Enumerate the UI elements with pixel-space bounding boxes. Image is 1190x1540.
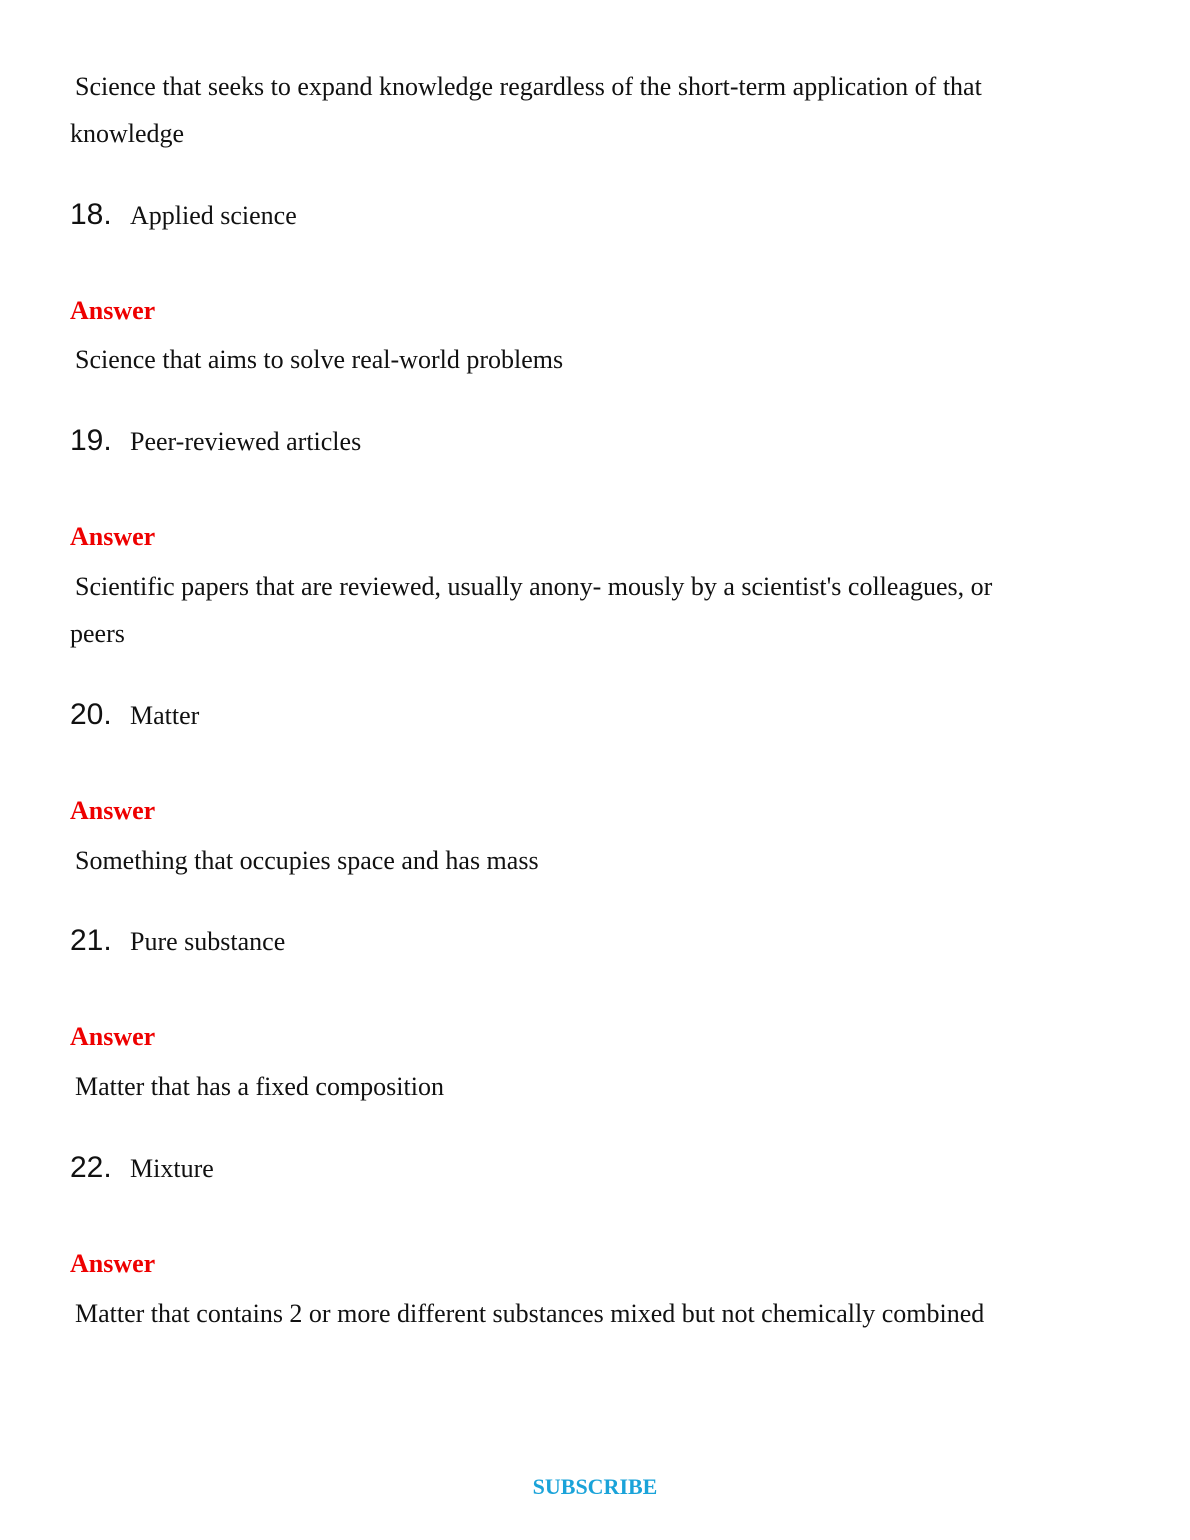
question-number: 21.	[70, 924, 112, 957]
intro-answer-text: Science that seeks to expand knowledge regardless of the short-term application of that knowledge	[70, 72, 982, 148]
answer-20-block	[70, 837, 1050, 884]
answer-label: Answer	[70, 796, 156, 825]
question-term: Pure substance	[130, 927, 286, 956]
answer-label: Answer	[70, 522, 156, 551]
answer-text: Something that occupies space and has mass	[75, 846, 539, 875]
answer-label: Answer	[70, 1022, 156, 1051]
question-number: 22.	[70, 1151, 112, 1184]
question-19	[70, 424, 361, 464]
question-term: Applied science	[130, 201, 297, 230]
answer-21-block	[70, 1063, 1050, 1110]
answer-18-block	[70, 336, 1050, 383]
answer-text: Science that aims to solve real-world problems	[75, 345, 564, 374]
answer-text: Matter that contains 2 or more different substances mixed but not chemically combined	[75, 1299, 985, 1328]
question-number: 20.	[70, 698, 112, 731]
question-term: Peer-reviewed articles	[130, 427, 362, 456]
question-number: 19.	[70, 424, 112, 457]
subscribe-link[interactable]: SUBSCRIBE	[532, 1474, 658, 1499]
question-term: Mixture	[130, 1154, 214, 1183]
question-term: Matter	[130, 701, 200, 730]
question-20	[70, 698, 199, 738]
question-number: 18.	[70, 198, 112, 231]
intro-answer-block	[70, 63, 1050, 157]
question-22	[70, 1151, 214, 1191]
question-18	[70, 198, 297, 238]
answer-22-block	[70, 1290, 1050, 1337]
question-21	[70, 924, 285, 964]
answer-text: Scientific papers that are reviewed, usually anony- mously by a scientist's colleagues, or peers	[70, 572, 993, 648]
answer-19-block	[70, 563, 1050, 657]
answer-text: Matter that has a fixed composition	[75, 1072, 444, 1101]
answer-label: Answer	[70, 296, 156, 325]
answer-label: Answer	[70, 1249, 156, 1278]
